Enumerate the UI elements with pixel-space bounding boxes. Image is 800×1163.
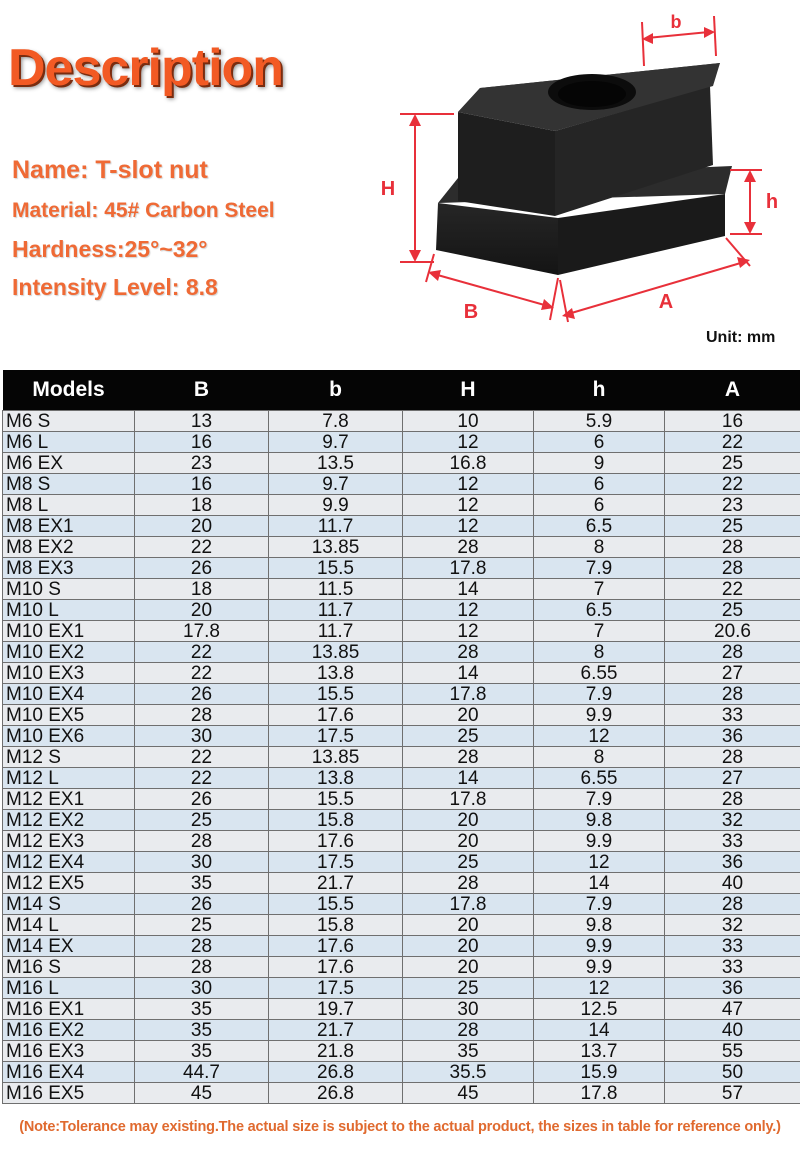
value-cell: 15.8 [269, 810, 403, 831]
value-cell: 12 [403, 495, 534, 516]
value-cell: 17.5 [269, 978, 403, 999]
value-cell: 20 [135, 516, 269, 537]
value-cell: 28 [665, 789, 800, 810]
value-cell: 33 [665, 957, 800, 978]
table-row [3, 1083, 800, 1104]
table-row [3, 495, 800, 516]
label-b: b [670, 12, 682, 32]
model-cell: M16 EX2 [3, 1020, 135, 1041]
value-cell: 13.85 [269, 747, 403, 768]
table-header-row [3, 370, 800, 411]
value-cell: 28 [403, 747, 534, 768]
value-cell: 26 [135, 894, 269, 915]
table-row [3, 873, 800, 894]
value-cell: 9.8 [534, 810, 665, 831]
table-row [3, 684, 800, 705]
column-header: h [534, 370, 665, 411]
model-cell: M12 EX3 [3, 831, 135, 852]
value-cell: 14 [403, 579, 534, 600]
value-cell: 7 [534, 621, 665, 642]
value-cell: 21.8 [269, 1041, 403, 1062]
value-cell: 14 [534, 873, 665, 894]
value-cell: 8 [534, 642, 665, 663]
value-cell: 17.6 [269, 957, 403, 978]
value-cell: 50 [665, 1062, 800, 1083]
model-cell: M10 EX3 [3, 663, 135, 684]
value-cell: 27 [665, 663, 800, 684]
value-cell: 7 [534, 579, 665, 600]
value-cell: 13.8 [269, 663, 403, 684]
table-row [3, 621, 800, 642]
value-cell: 32 [665, 810, 800, 831]
value-cell: 33 [665, 936, 800, 957]
spec-material: Material: 45# Carbon Steel [12, 199, 275, 222]
model-cell: M10 EX6 [3, 726, 135, 747]
value-cell: 28 [665, 747, 800, 768]
value-cell: 22 [665, 474, 800, 495]
dimension-b [642, 12, 716, 66]
value-cell: 30 [135, 978, 269, 999]
value-cell: 27 [665, 768, 800, 789]
table-row [3, 663, 800, 684]
value-cell: 20.6 [665, 621, 800, 642]
value-cell: 20 [403, 936, 534, 957]
value-cell: 45 [403, 1083, 534, 1104]
value-cell: 6.5 [534, 600, 665, 621]
value-cell: 9.9 [534, 957, 665, 978]
value-cell: 14 [403, 768, 534, 789]
value-cell: 13.85 [269, 537, 403, 558]
value-cell: 22 [665, 579, 800, 600]
value-cell: 33 [665, 831, 800, 852]
value-cell: 20 [403, 831, 534, 852]
value-cell: 17.5 [269, 726, 403, 747]
value-cell: 26.8 [269, 1083, 403, 1104]
model-cell: M10 EX2 [3, 642, 135, 663]
table-row [3, 579, 800, 600]
value-cell: 6 [534, 474, 665, 495]
value-cell: 12 [403, 432, 534, 453]
value-cell: 7.9 [534, 684, 665, 705]
value-cell: 13 [135, 411, 269, 432]
column-header: Models [3, 370, 135, 411]
value-cell: 26 [135, 684, 269, 705]
value-cell: 14 [403, 663, 534, 684]
value-cell: 44.7 [135, 1062, 269, 1083]
value-cell: 35.5 [403, 1062, 534, 1083]
table-row [3, 411, 800, 432]
value-cell: 17.8 [534, 1083, 665, 1104]
value-cell: 21.7 [269, 873, 403, 894]
value-cell: 8 [534, 537, 665, 558]
value-cell: 12 [403, 516, 534, 537]
table-row [3, 978, 800, 999]
value-cell: 25 [135, 915, 269, 936]
model-cell: M6 S [3, 411, 135, 432]
spec-name: Name: T-slot nut [12, 156, 208, 184]
model-cell: M12 EX4 [3, 852, 135, 873]
value-cell: 28 [665, 684, 800, 705]
table-row [3, 789, 800, 810]
value-cell: 20 [403, 705, 534, 726]
column-header: b [269, 370, 403, 411]
value-cell: 30 [135, 726, 269, 747]
value-cell: 22 [665, 432, 800, 453]
footer-note: (Note:Tolerance may existing.The actual size is subject to the actual product, the sizes in table for reference only.) [19, 1119, 781, 1135]
value-cell: 28 [665, 537, 800, 558]
model-cell: M8 EX2 [3, 537, 135, 558]
value-cell: 28 [135, 831, 269, 852]
value-cell: 18 [135, 579, 269, 600]
value-cell: 16 [665, 411, 800, 432]
table-row [3, 894, 800, 915]
spec-table [2, 370, 800, 1104]
table-row [3, 453, 800, 474]
value-cell: 28 [665, 642, 800, 663]
value-cell: 5.9 [534, 411, 665, 432]
value-cell: 28 [403, 1020, 534, 1041]
value-cell: 35 [135, 1041, 269, 1062]
table-row [3, 852, 800, 873]
value-cell: 26 [135, 789, 269, 810]
value-cell: 6 [534, 495, 665, 516]
model-cell: M8 S [3, 474, 135, 495]
value-cell: 23 [135, 453, 269, 474]
value-cell: 25 [665, 600, 800, 621]
value-cell: 15.5 [269, 894, 403, 915]
table-row [3, 705, 800, 726]
value-cell: 15.8 [269, 915, 403, 936]
value-cell: 17.8 [403, 558, 534, 579]
value-cell: 28 [665, 894, 800, 915]
table-row [3, 915, 800, 936]
value-cell: 32 [665, 915, 800, 936]
column-header: B [135, 370, 269, 411]
value-cell: 17.6 [269, 831, 403, 852]
table-row [3, 726, 800, 747]
value-cell: 9.9 [534, 705, 665, 726]
table-row [3, 516, 800, 537]
value-cell: 26.8 [269, 1062, 403, 1083]
table-row [3, 1020, 800, 1041]
value-cell: 28 [665, 558, 800, 579]
value-cell: 17.8 [403, 894, 534, 915]
model-cell: M10 L [3, 600, 135, 621]
value-cell: 55 [665, 1041, 800, 1062]
label-A: A [658, 291, 674, 313]
value-cell: 35 [403, 1041, 534, 1062]
value-cell: 13.85 [269, 642, 403, 663]
value-cell: 12.5 [534, 999, 665, 1020]
value-cell: 17.5 [269, 852, 403, 873]
model-cell: M10 EX1 [3, 621, 135, 642]
value-cell: 9.9 [269, 495, 403, 516]
value-cell: 17.8 [403, 684, 534, 705]
value-cell: 16 [135, 432, 269, 453]
table-row [3, 642, 800, 663]
value-cell: 9.8 [534, 915, 665, 936]
model-cell: M6 EX [3, 453, 135, 474]
value-cell: 21.7 [269, 1020, 403, 1041]
value-cell: 17.8 [135, 621, 269, 642]
value-cell: 20 [403, 810, 534, 831]
value-cell: 15.5 [269, 789, 403, 810]
value-cell: 35 [135, 1020, 269, 1041]
value-cell: 25 [403, 726, 534, 747]
value-cell: 15.5 [269, 558, 403, 579]
value-cell: 13.8 [269, 768, 403, 789]
value-cell: 20 [403, 915, 534, 936]
value-cell: 17.6 [269, 705, 403, 726]
value-cell: 40 [665, 1020, 800, 1041]
value-cell: 22 [135, 642, 269, 663]
value-cell: 30 [403, 999, 534, 1020]
value-cell: 7.9 [534, 558, 665, 579]
value-cell: 13.5 [269, 453, 403, 474]
label-h: h [765, 191, 779, 213]
table-row [3, 768, 800, 789]
model-cell: M16 EX3 [3, 1041, 135, 1062]
model-cell: M10 S [3, 579, 135, 600]
model-cell: M16 EX5 [3, 1083, 135, 1104]
value-cell: 28 [403, 873, 534, 894]
value-cell: 22 [135, 663, 269, 684]
unit-label: Unit: mm [706, 329, 776, 346]
value-cell: 17.6 [269, 936, 403, 957]
value-cell: 12 [403, 621, 534, 642]
column-header: A [665, 370, 800, 411]
value-cell: 8 [534, 747, 665, 768]
t-slot-nut-image [436, 63, 732, 275]
table-row [3, 936, 800, 957]
value-cell: 18 [135, 495, 269, 516]
table-row [3, 537, 800, 558]
value-cell: 19.7 [269, 999, 403, 1020]
table-row [3, 999, 800, 1020]
value-cell: 15.9 [534, 1062, 665, 1083]
value-cell: 20 [403, 957, 534, 978]
label-B: B [463, 301, 479, 323]
model-cell: M8 EX3 [3, 558, 135, 579]
table-row [3, 810, 800, 831]
value-cell: 22 [135, 537, 269, 558]
spec-intensity: Intensity Level: 8.8 [12, 274, 218, 300]
value-cell: 10 [403, 411, 534, 432]
table-row [3, 432, 800, 453]
value-cell: 16.8 [403, 453, 534, 474]
table-row [3, 600, 800, 621]
value-cell: 25 [403, 978, 534, 999]
value-cell: 11.7 [269, 600, 403, 621]
value-cell: 45 [135, 1083, 269, 1104]
value-cell: 40 [665, 873, 800, 894]
table-body [3, 411, 800, 1104]
model-cell: M12 EX5 [3, 873, 135, 894]
model-cell: M12 EX1 [3, 789, 135, 810]
model-cell: M8 EX1 [3, 516, 135, 537]
value-cell: 57 [665, 1083, 800, 1104]
label-H: H [380, 178, 396, 200]
value-cell: 13.7 [534, 1041, 665, 1062]
value-cell: 36 [665, 978, 800, 999]
table-row [3, 747, 800, 768]
value-cell: 28 [135, 705, 269, 726]
spec-hardness: Hardness:25°~32° [12, 236, 208, 262]
column-header: H [403, 370, 534, 411]
value-cell: 6.5 [534, 516, 665, 537]
value-cell: 25 [665, 516, 800, 537]
table-row [3, 474, 800, 495]
model-cell: M12 L [3, 768, 135, 789]
table-row [3, 1062, 800, 1083]
value-cell: 25 [135, 810, 269, 831]
t-slot-nut-diagram [370, 0, 800, 330]
model-cell: M16 L [3, 978, 135, 999]
value-cell: 9.7 [269, 432, 403, 453]
value-cell: 14 [534, 1020, 665, 1041]
value-cell: 28 [135, 936, 269, 957]
value-cell: 9.7 [269, 474, 403, 495]
model-cell: M14 EX [3, 936, 135, 957]
value-cell: 12 [403, 474, 534, 495]
value-cell: 28 [403, 642, 534, 663]
table-row [3, 558, 800, 579]
page-title: Description [8, 39, 284, 97]
value-cell: 7.9 [534, 894, 665, 915]
dimension-h [730, 170, 778, 234]
model-cell: M14 S [3, 894, 135, 915]
value-cell: 12 [534, 852, 665, 873]
table-row [3, 957, 800, 978]
value-cell: 35 [135, 999, 269, 1020]
table-row [3, 1041, 800, 1062]
value-cell: 22 [135, 768, 269, 789]
value-cell: 26 [135, 558, 269, 579]
value-cell: 20 [135, 600, 269, 621]
value-cell: 11.5 [269, 579, 403, 600]
model-cell: M8 L [3, 495, 135, 516]
value-cell: 16 [135, 474, 269, 495]
value-cell: 9 [534, 453, 665, 474]
value-cell: 36 [665, 852, 800, 873]
value-cell: 7.9 [534, 789, 665, 810]
model-cell: M16 EX4 [3, 1062, 135, 1083]
value-cell: 22 [135, 747, 269, 768]
value-cell: 9.9 [534, 831, 665, 852]
value-cell: 33 [665, 705, 800, 726]
value-cell: 6.55 [534, 663, 665, 684]
value-cell: 47 [665, 999, 800, 1020]
model-cell: M10 EX4 [3, 684, 135, 705]
table-row [3, 831, 800, 852]
model-cell: M12 EX2 [3, 810, 135, 831]
model-cell: M10 EX5 [3, 705, 135, 726]
value-cell: 12 [534, 978, 665, 999]
value-cell: 25 [403, 852, 534, 873]
value-cell: 7.8 [269, 411, 403, 432]
value-cell: 30 [135, 852, 269, 873]
model-cell: M14 L [3, 915, 135, 936]
value-cell: 35 [135, 873, 269, 894]
value-cell: 17.8 [403, 789, 534, 810]
model-cell: M16 S [3, 957, 135, 978]
value-cell: 12 [534, 726, 665, 747]
value-cell: 11.7 [269, 621, 403, 642]
value-cell: 6.55 [534, 768, 665, 789]
model-cell: M12 S [3, 747, 135, 768]
description-header [0, 0, 800, 370]
value-cell: 25 [665, 453, 800, 474]
value-cell: 23 [665, 495, 800, 516]
value-cell: 36 [665, 726, 800, 747]
value-cell: 6 [534, 432, 665, 453]
model-cell: M6 L [3, 432, 135, 453]
value-cell: 12 [403, 600, 534, 621]
value-cell: 28 [135, 957, 269, 978]
value-cell: 28 [403, 537, 534, 558]
value-cell: 9.9 [534, 936, 665, 957]
value-cell: 15.5 [269, 684, 403, 705]
value-cell: 11.7 [269, 516, 403, 537]
model-cell: M16 EX1 [3, 999, 135, 1020]
